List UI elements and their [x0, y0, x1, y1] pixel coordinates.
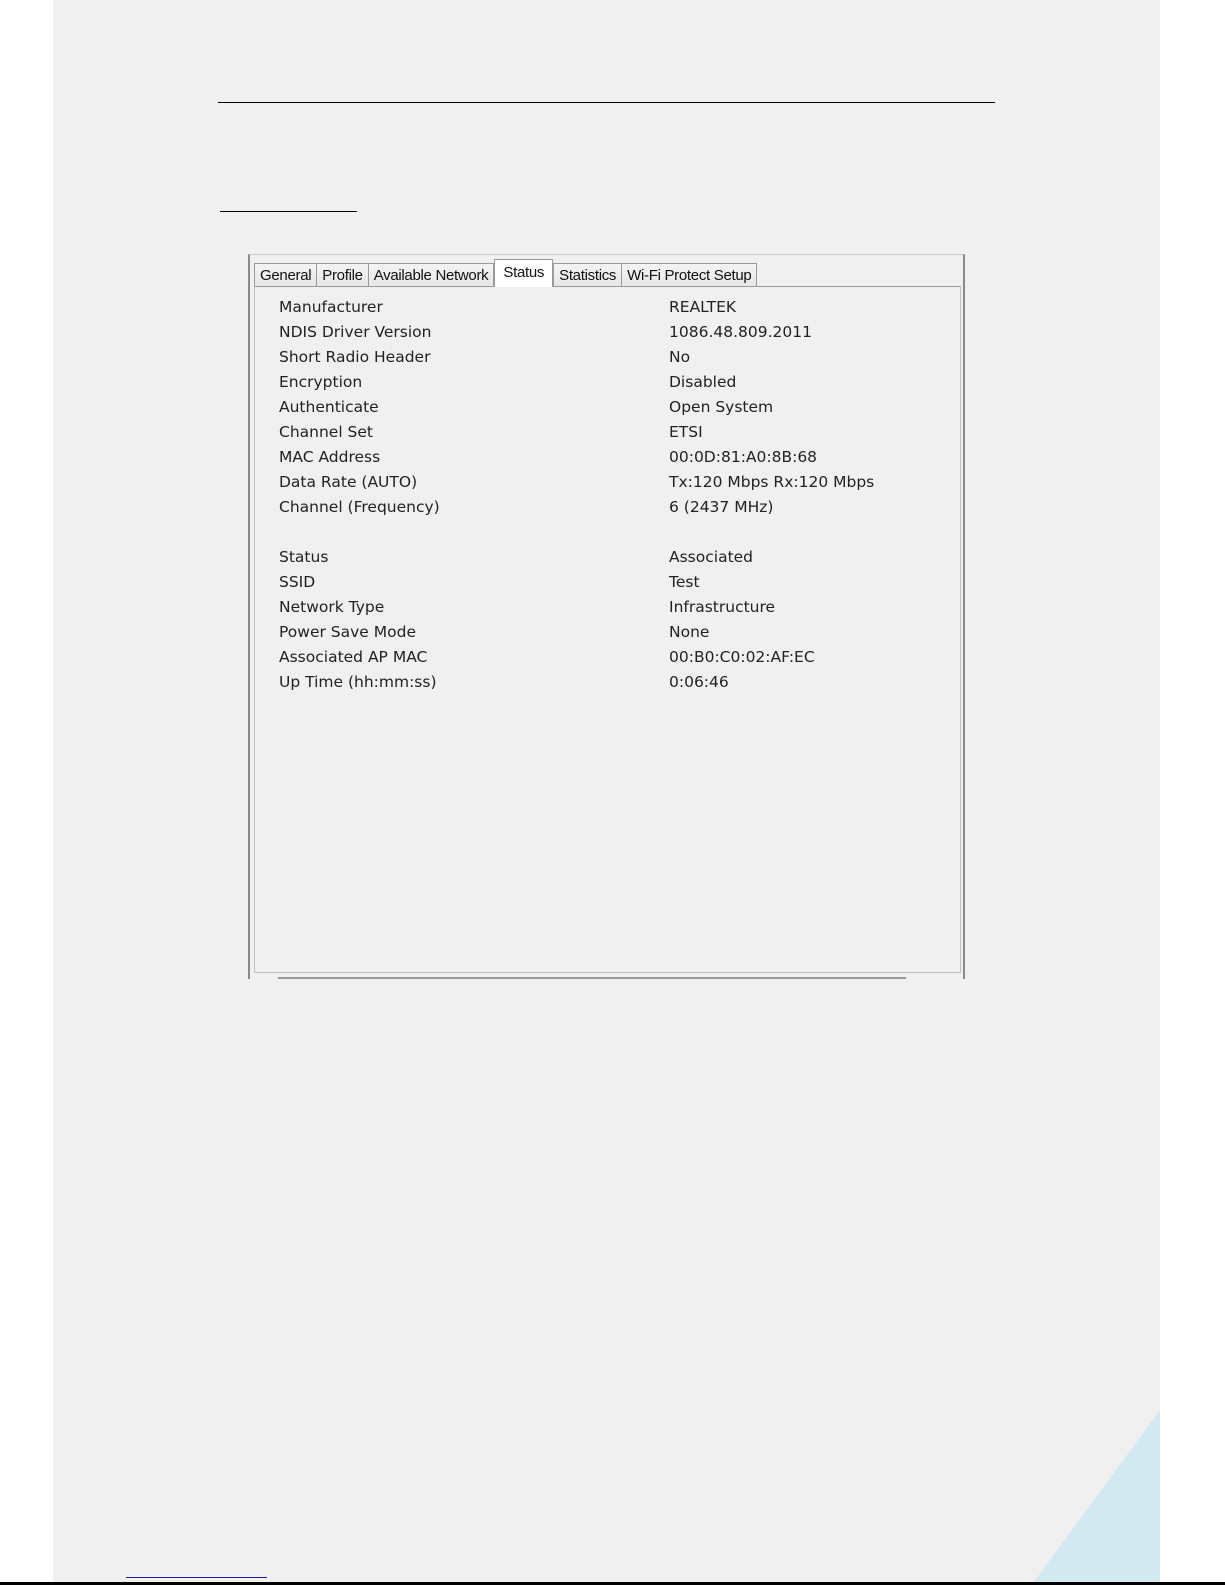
status-label: Manufacturer — [279, 298, 383, 316]
status-value: REALTEK — [669, 298, 737, 316]
status-row-channel-frequency — [279, 495, 939, 520]
status-value: Test — [669, 573, 700, 591]
status-row-authenticate — [279, 395, 939, 420]
status-value: Open System — [669, 398, 774, 416]
status-value: Associated — [669, 548, 754, 566]
dialog-bottom-edge — [278, 977, 906, 979]
status-label: SSID — [279, 573, 316, 591]
status-row-associated-ap-mac — [279, 645, 939, 670]
tab-status[interactable]: Status — [494, 259, 553, 287]
status-row-mac-address — [279, 445, 939, 470]
status-label: Up Time (hh:mm:ss) — [279, 673, 437, 691]
status-value: 1086.48.809.2011 — [669, 323, 812, 341]
footer-link-underline[interactable] — [126, 1577, 267, 1578]
status-value: No — [669, 348, 691, 366]
status-row-manufacturer — [279, 295, 939, 320]
status-label: Authenticate — [279, 398, 379, 416]
status-row-data-rate — [279, 470, 939, 495]
status-info-list — [279, 295, 939, 695]
status-row-status — [279, 545, 939, 570]
status-value: 00:B0:C0:02:AF:EC — [669, 648, 815, 666]
status-row-encryption — [279, 370, 939, 395]
tab-strip — [254, 260, 756, 287]
status-row-power-save-mode — [279, 620, 939, 645]
status-label: Channel (Frequency) — [279, 498, 440, 516]
status-value: Disabled — [669, 373, 737, 391]
tab-statistics[interactable]: Statistics — [553, 263, 622, 287]
status-label: Associated AP MAC — [279, 648, 428, 666]
wireless-utility-dialog — [248, 254, 965, 979]
status-label: NDIS Driver Version — [279, 323, 432, 341]
status-label: MAC Address — [279, 448, 381, 466]
status-label: Short Radio Header — [279, 348, 431, 366]
status-value: None — [669, 623, 710, 641]
status-value: 0:06:46 — [669, 673, 729, 691]
status-label: Data Rate (AUTO) — [279, 473, 418, 491]
status-row-ssid — [279, 570, 939, 595]
section-underline — [220, 211, 357, 212]
status-value: Infrastructure — [669, 598, 776, 616]
tab-general[interactable]: General — [254, 263, 317, 287]
status-row-ndis-driver-version — [279, 320, 939, 345]
status-value: 00:0D:81:A0:8B:68 — [669, 448, 818, 466]
tab-profile[interactable]: Profile — [316, 263, 368, 287]
status-label: Encryption — [279, 373, 363, 391]
status-row-channel-set — [279, 420, 939, 445]
status-label: Channel Set — [279, 423, 374, 441]
status-row-up-time — [279, 670, 939, 695]
header-rule — [218, 102, 995, 103]
tab-available-network[interactable]: Available Network — [368, 263, 495, 287]
status-row-network-type — [279, 595, 939, 620]
status-label: Network Type — [279, 598, 385, 616]
status-tab-panel — [254, 286, 961, 973]
status-row-short-radio-header — [279, 345, 939, 370]
status-value: 6 (2437 MHz) — [669, 498, 774, 516]
status-value: Tx:120 Mbps Rx:120 Mbps — [669, 473, 875, 491]
status-label: Status — [279, 548, 329, 566]
status-label: Power Save Mode — [279, 623, 416, 641]
tab-wifi-protect-setup[interactable]: Wi-Fi Protect Setup — [621, 263, 757, 287]
status-value: ETSI — [669, 423, 703, 441]
